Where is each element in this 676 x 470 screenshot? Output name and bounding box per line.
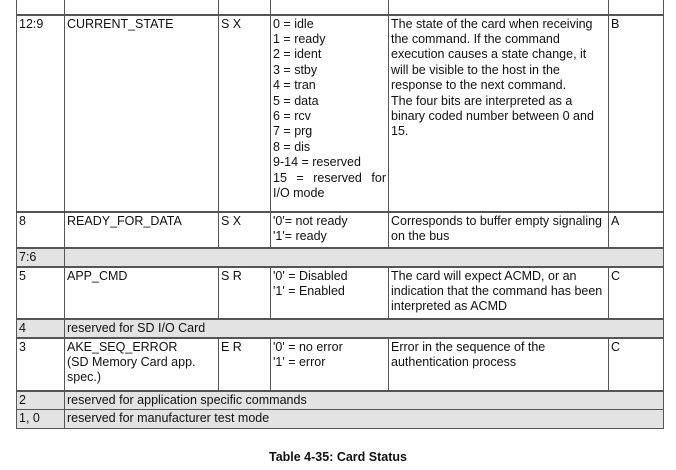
value-cell: '0'= not ready '1'= ready [271, 212, 389, 248]
top-description-cell [389, 0, 609, 15]
bits-cell: 1, 0 [17, 410, 65, 429]
field-name-cell: CURRENT_STATE [65, 15, 219, 212]
field-name-cell: READY_FOR_DATA [65, 212, 219, 248]
table-row-bits-7-6 [17, 248, 664, 267]
table-caption: Table 4-35: Card Status [268, 450, 407, 464]
clear-condition-cell: A [609, 212, 664, 248]
top-clear-cell [609, 0, 664, 15]
clear-condition-cell: C [609, 267, 664, 319]
type-cell: E R [219, 338, 271, 391]
clear-condition-cell: C [609, 338, 664, 391]
top-name-cell [65, 0, 219, 15]
clear-condition-cell: B [609, 15, 664, 212]
type-cell: S R [219, 267, 271, 319]
table-row-reserved-sd-io [17, 319, 664, 338]
bits-cell: 3 [17, 338, 65, 391]
description-cell: Error in the sequence of the authentication process [389, 338, 609, 391]
value-list: 0 = idle 1 = ready 2 = ident 3 = stby 4 = tran 5 = data 6 = rcv 7 = prg 8 = dis 9-14 = reserved 15 = reserved for I/O mode [273, 16, 386, 200]
description-cell: The state of the card when receiving the command. If the command execution causes a state change, it will be visible to the host in the response to the next command. The four bits are interpreted as a binary coded number between 0 and 15. [389, 15, 609, 212]
reserved-note-cell: reserved for application specific commands [65, 391, 664, 410]
card-status-table [16, 0, 664, 429]
bits-cell: 5 [17, 267, 65, 319]
table-row-reserved-manufacturer [17, 410, 664, 429]
top-value-cell [271, 0, 389, 15]
type-cell: S X [219, 15, 271, 212]
reserved-note-cell: reserved for SD I/O Card [65, 319, 664, 338]
description-cell: Corresponds to buffer empty signaling on the bus [389, 212, 609, 248]
bits-cell: 8 [17, 212, 65, 248]
value-cell: '0' = Disabled '1' = Enabled [271, 267, 389, 319]
top-type-cell [219, 0, 271, 15]
reserved-note-cell: reserved for manufacturer test mode [65, 410, 664, 429]
table-row-current-state [17, 15, 664, 212]
field-name-cell: AKE_SEQ_ERROR (SD Memory Card app. spec.) [65, 338, 219, 391]
table-row-top [17, 0, 664, 15]
bits-cell: 12:9 [17, 15, 65, 212]
table-row-ready-for-data [17, 212, 664, 248]
table-row-reserved-app-specific [17, 391, 664, 410]
bits-cell: 4 [17, 319, 65, 338]
description-cell: The card will expect ACMD, or an indication that the command has been interpreted as ACMD [389, 267, 609, 319]
value-cell: '0' = no error '1' = error [271, 338, 389, 391]
table-row-app-cmd [17, 267, 664, 319]
bits-cell: 7:6 [17, 248, 65, 267]
table-row-ake-seq-error [17, 338, 664, 391]
bits-cell: 2 [17, 391, 65, 410]
top-bits-cell [17, 0, 65, 15]
field-name-cell: APP_CMD [65, 267, 219, 319]
type-cell: S X [219, 212, 271, 248]
value-cell [271, 15, 389, 212]
reserved-note-cell [65, 248, 664, 267]
